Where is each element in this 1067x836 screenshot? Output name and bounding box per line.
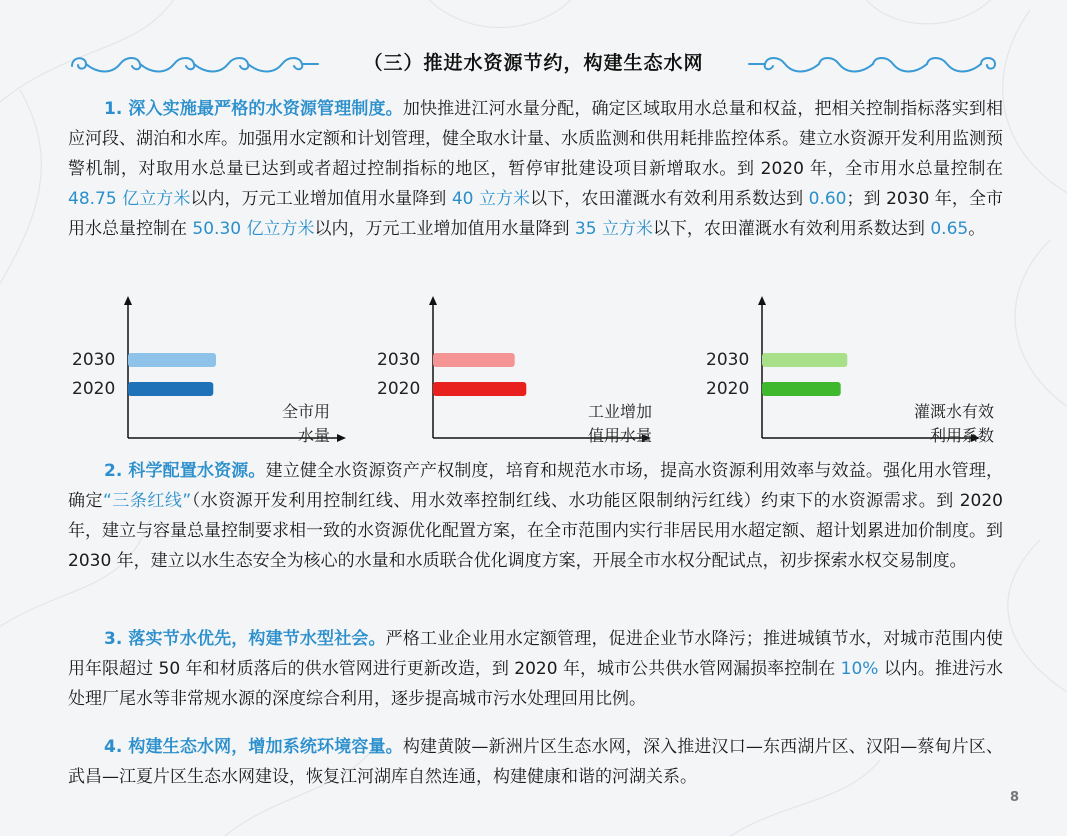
p4-text-1: 构建黄陂—新洲片区生态水网，深入推进汉口—东西湖片区、汉阳—蔡甸片区、武昌—江夏片区生态水网建设，恢复江河湖库自然连通，构建健康和谐的河湖关系。 [68, 737, 1003, 787]
page-number: 8 [1010, 790, 1020, 805]
chart-total-water-use [70, 296, 360, 451]
chart-3-bar-2030 [762, 353, 847, 367]
paragraph-1-heading: 1. 深入实施最严格的水资源管理制度。 [104, 99, 403, 119]
section-title: （三）推进水资源节约，构建生态水网 [363, 52, 704, 74]
chart-2-bar-2020 [433, 382, 526, 396]
p2-text-1: 建立健全水资源资产产权制度，培育和规范水市场，提高水资源利用效率与效益。强化用水管理，确定 [68, 461, 1003, 511]
p3-text-2: 以内。推进污水处理厂尾水等非常规水源的深度综合利用，逐步提高城市污水处理回用比例。 [68, 659, 1003, 709]
p2-text-2: （水资源开发利用控制红线、用水效率控制红线、水功能区限制纳污红线）约束下的水资源需求。到 2020 年，建立与容量总量控制要求相一致的水资源优化配置方案，在全市范围内实行非居民用水超定额、超计划累进加价制度。到 2030 年，建立以水生态安全为核心的水量和水质联合优化调度方案，开展全市水权分配试点，初步探索水权交易制度。 [68, 491, 1003, 571]
chart-2-label-2030: 2030 [377, 350, 421, 370]
chart-3-label-2020: 2020 [706, 379, 750, 399]
p1-highlight-6: 0.65 [930, 219, 969, 239]
p1-highlight-2: 40 立方米 [451, 189, 531, 209]
chart-2-category-line-1: 工业增加 [587, 402, 652, 421]
chart-3-category-line-2: 利用系数 [929, 426, 994, 445]
p1-highlight-1: 48.75 亿立方米 [68, 189, 191, 209]
chart-1-label-2030: 2030 [72, 350, 116, 370]
chart-1-bar-2020 [128, 382, 213, 396]
p1-highlight-3: 0.60 [808, 189, 847, 209]
chart-1-category-label [282, 400, 330, 448]
chart-3-label-2030: 2030 [706, 350, 750, 370]
paragraph-4-heading: 4. 构建生态水网，增加系统环境容量。 [104, 737, 403, 757]
paragraph-3-heading: 3. 落实节水优先，构建节水型社会。 [104, 629, 386, 649]
paragraph-4 [68, 732, 1003, 792]
chart-2-category-label [588, 400, 652, 448]
p1-text-2: 以内，万元工业增加值用水量降到 [190, 189, 452, 209]
section-heading [0, 46, 1067, 82]
p1-highlight-5: 35 立方米 [574, 219, 653, 239]
chart-1-category-line-2: 水量 [297, 426, 330, 445]
p1-highlight-4: 50.30 亿立方米 [192, 219, 315, 239]
p1-text-5: 以内，万元工业增加值用水量降到 [314, 219, 575, 239]
p3-highlight-1: 10% [840, 659, 879, 679]
chart-3-category-label [914, 400, 994, 448]
chart-3-category-line-1: 灌溉水有效 [913, 402, 994, 421]
chart-1-bar-2030 [128, 353, 216, 367]
chart-irrigation-efficiency [704, 296, 994, 451]
chart-2-bar-2030 [433, 353, 515, 367]
chart-2-category-line-2: 值用水量 [587, 426, 652, 445]
p2-highlight-1: “三条红线” [103, 491, 192, 511]
paragraph-2-heading: 2. 科学配置水资源。 [104, 461, 266, 481]
right-wave-ornament [745, 52, 1000, 76]
chart-1-category-line-1: 全市用 [281, 402, 330, 421]
chart-3-bar-2020 [762, 382, 841, 396]
paragraph-1 [68, 94, 1003, 244]
p1-text-4: ；到 2030 年，全市用水总量控制在 [68, 189, 1004, 239]
p1-text-6: 以下，农田灌溉水有效利用系数达到 [652, 219, 931, 239]
chart-industrial-water-use [375, 296, 665, 451]
chart-1-label-2020: 2020 [72, 379, 116, 399]
chart-2-label-2020: 2020 [377, 379, 421, 399]
paragraph-2 [68, 456, 1003, 576]
paragraph-3 [68, 624, 1003, 714]
p1-text-7: 。 [968, 219, 986, 239]
p1-text-1: 加快推进江河水量分配，确定区域取用水总量和权益，把相关控制指标落实到相应河段、湖泊和水库。加强用水定额和计划管理，健全取水计量、水质监测和供用耗排监控体系。建立水资源开发利用监测预警机制，对取用水总量已达到或者超过控制指标的地区，暂停审批建设项目新增取水。到 2020 年，全市用水总量控制在 [68, 99, 1003, 179]
p3-text-1: 严格工业企业用水定额管理，促进企业节水降污；推进城镇节水，对城市范围内使用年限超过 50 年和材质落后的供水管网进行更新改造，到 2020 年，城市公共供水管网漏损率控制在 [68, 629, 1003, 679]
p1-text-3: 以下，农田灌溉水有效利用系数达到 [530, 189, 809, 209]
